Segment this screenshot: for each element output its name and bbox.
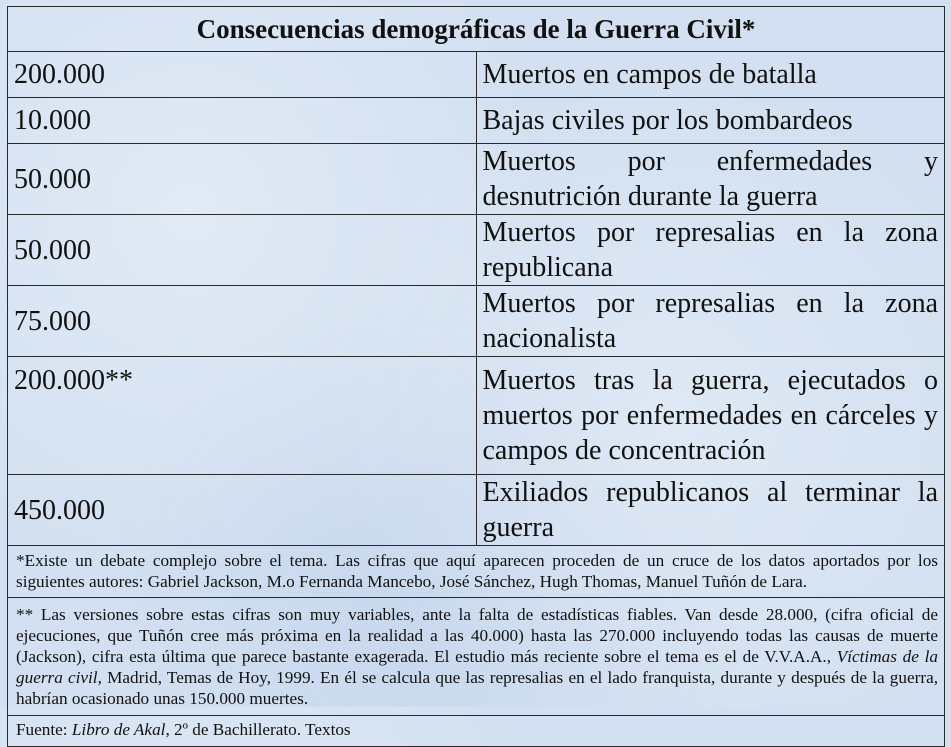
source-suffix: , 2º de Bachillerato. Textos — [165, 720, 351, 739]
row-description: Exiliados republicanos al terminar la guerra — [476, 475, 945, 546]
source-prefix: Fuente: — [16, 720, 72, 739]
row-description: Muertos por represalias en la zona republicana — [476, 215, 945, 286]
row-description: Muertos tras la guerra, ejecutados o muertos por enfermedades en cárceles y campos de concentración — [476, 357, 945, 475]
row-value: 200.000** — [8, 357, 477, 475]
row-description: Muertos en campos de batalla — [476, 52, 945, 98]
row-value: 200.000 — [8, 52, 477, 98]
table-row — [8, 98, 945, 144]
table-row — [8, 52, 945, 98]
row-value: 50.000 — [8, 215, 477, 286]
table-title: Consecuencias demográficas de la Guerra Civil* — [8, 7, 945, 52]
book-title: Víctimas de la guerra civil — [16, 647, 938, 687]
footnote-estimates-text: ** Las versiones sobre estas cifras son muy variables, ante la falta de estadísticas fiables. Van desde 28.000, (cifra oficial de ejecuciones, que Tuñón cree más próxima en la realidad a las 40.000) hasta las 270.000 incluyendo todas las causas de muerte (Jackson), cifra esta última que parece bastante exagerada. El estudio más reciente sobre el tema es el de V.V.A.A., — [16, 605, 938, 666]
footnote-authors: *Existe un debate complejo sobre el tema. Las cifras que aquí aparecen proceden de un cruce de los datos aportados por los siguientes autores: Gabriel Jackson, M.o Fernanda Mancebo, José Sánchez, Hugh Thomas, Manuel Tuñón de Lara. — [8, 546, 945, 598]
table-row — [8, 144, 945, 215]
table-row — [8, 215, 945, 286]
table-row — [8, 286, 945, 357]
row-description: Muertos por represalias en la zona nacionalista — [476, 286, 945, 357]
row-value: 75.000 — [8, 286, 477, 357]
row-value: 50.000 — [8, 144, 477, 215]
footnote-estimates-text-end: , Madrid, Temas de Hoy, 1999. En él se calcula que las represalias en el lado franquista, durante y después de la guerra, habrían ocasionado unas 150.000 muertes. — [16, 668, 938, 708]
demographics-table — [7, 6, 945, 747]
row-value: 10.000 — [8, 98, 477, 144]
source-book: Libro de Akal — [71, 720, 166, 739]
row-description: Muertos por enfermedades y desnutrición durante la guerra — [476, 144, 945, 215]
footnote-estimates — [8, 598, 945, 716]
row-value: 450.000 — [8, 475, 477, 546]
source-line — [8, 716, 945, 747]
table-row — [8, 475, 945, 546]
row-description: Bajas civiles por los bombardeos — [476, 98, 945, 144]
table-row — [8, 357, 945, 475]
